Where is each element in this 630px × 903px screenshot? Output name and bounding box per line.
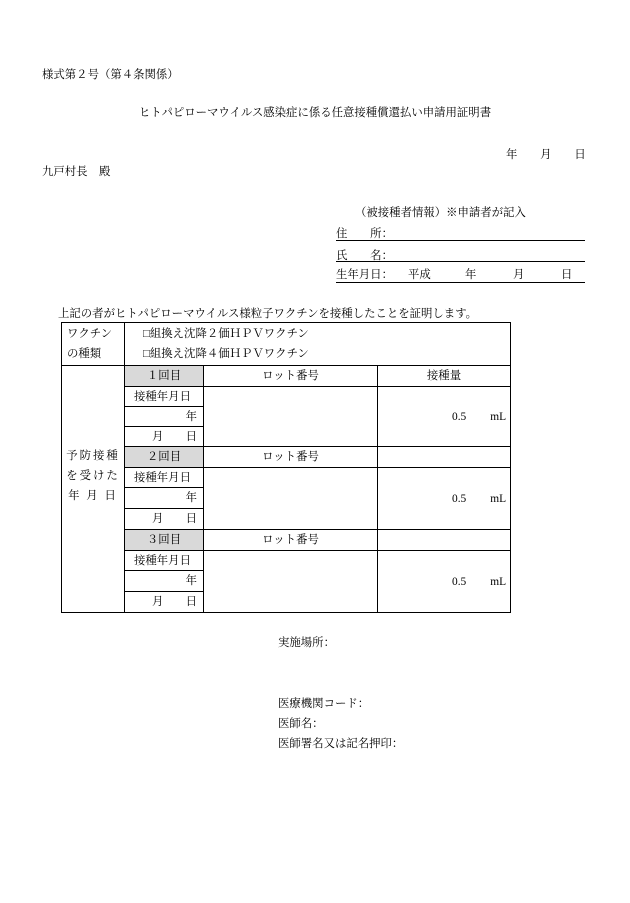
dose-3-amount: 0.5 bbox=[452, 575, 467, 588]
dose-3-year: 年 bbox=[125, 571, 203, 591]
dose-3-amount-cell bbox=[378, 551, 510, 612]
address-underline bbox=[336, 240, 585, 241]
vaccination-date-label bbox=[62, 366, 124, 612]
vaccine-type-label bbox=[62, 323, 124, 365]
lot-number-header: ロット番号 bbox=[204, 447, 377, 467]
dose-2-month: 月 bbox=[152, 513, 164, 525]
dose-2-month-day bbox=[125, 509, 203, 529]
dose-3-month-day bbox=[125, 592, 203, 612]
dose-1-date-label: 接種年月日 bbox=[125, 387, 203, 406]
addressee: 九戸村長 殿 bbox=[42, 166, 111, 178]
issue-date-line: 年 月 日 bbox=[506, 149, 586, 161]
dose-1-amount: 0.5 bbox=[452, 410, 467, 423]
dose-2-unit: mL bbox=[490, 492, 507, 505]
dose-2-header: ２回目 bbox=[125, 447, 203, 467]
vaccination-date-label-line: 年 月 日 bbox=[68, 490, 118, 502]
dose-1-day: 日 bbox=[185, 430, 197, 443]
birthdate-day: 日 bbox=[561, 269, 573, 281]
dose-1-header: １回目 bbox=[125, 366, 203, 386]
address-label: 住 所： bbox=[336, 228, 393, 240]
dose-2-amount-cell bbox=[378, 468, 510, 529]
lot-number-header: ロット番号 bbox=[204, 530, 377, 550]
name-underline bbox=[336, 261, 585, 262]
dose-2-day: 日 bbox=[185, 513, 197, 525]
lot-number-header: ロット番号 bbox=[204, 366, 377, 386]
dose-2-amount-header-blank bbox=[378, 447, 510, 467]
institution-code-label: 医療機関コード： bbox=[278, 698, 370, 710]
dose-3-header: ３回目 bbox=[125, 530, 203, 550]
form-number: 様式第２号（第４条関係） bbox=[42, 69, 179, 81]
dose-3-day: 日 bbox=[185, 596, 197, 608]
dose-3-date-label: 接種年月日 bbox=[125, 551, 203, 570]
document-title: ヒトパピローマウイルス感染症に係る任意接種償還払い申請用証明書 bbox=[138, 107, 492, 119]
dose-1-unit: mL bbox=[490, 410, 507, 423]
dose-3-month: 月 bbox=[152, 596, 164, 608]
vaccination-table bbox=[61, 322, 511, 613]
birthdate-month: 月 bbox=[513, 269, 525, 281]
dose-2-lot-number-cell bbox=[204, 468, 377, 529]
doctor-signature-label: 医師署名又は記名押印： bbox=[278, 738, 404, 750]
doctor-name-label: 医師名： bbox=[278, 718, 324, 730]
dose-3-lot-number-cell bbox=[204, 551, 377, 612]
dose-1-amount-cell bbox=[378, 387, 510, 446]
dose-2-date-label: 接種年月日 bbox=[125, 468, 203, 487]
certification-text: 上記の者がヒトパピローマウイルス様粒子ワクチンを接種したことを証明します。 bbox=[58, 308, 478, 320]
dose-3-unit: mL bbox=[490, 575, 507, 588]
dose-1-month-day bbox=[125, 427, 203, 446]
dose-1-year: 年 bbox=[125, 407, 203, 426]
vaccine-type-label-line: の種類 bbox=[67, 348, 102, 360]
vaccine-option-bivalent: □組換え沈降２価ＨＰＶワクチン bbox=[143, 328, 309, 340]
dose-2-year: 年 bbox=[125, 488, 203, 508]
applicant-heading: （被接種者情報）※申請者が記入 bbox=[355, 207, 526, 219]
dose-3-amount-header-blank bbox=[378, 530, 510, 550]
dose-amount-header: 接種量 bbox=[378, 366, 510, 386]
vaccine-type-label-line: ワクチン bbox=[67, 328, 112, 340]
vaccine-option-quadrivalent: □組換え沈降４価ＨＰＶワクチン bbox=[143, 348, 309, 360]
birthdate-underline bbox=[336, 282, 585, 283]
vaccination-date-label-line: を受けた bbox=[66, 470, 120, 482]
birthdate-label: 生年月日： bbox=[336, 269, 393, 281]
vaccination-date-label-line: 予防接種 bbox=[66, 450, 120, 462]
birthdate-era: 平成 bbox=[408, 269, 431, 281]
dose-1-month: 月 bbox=[152, 430, 164, 443]
vaccine-options bbox=[125, 323, 510, 365]
birthdate-year: 年 bbox=[465, 269, 477, 281]
dose-2-amount: 0.5 bbox=[452, 492, 467, 505]
dose-1-lot-number-cell bbox=[204, 387, 377, 446]
name-label: 氏 名： bbox=[336, 250, 393, 262]
vaccination-place-label: 実施場所： bbox=[278, 637, 335, 649]
